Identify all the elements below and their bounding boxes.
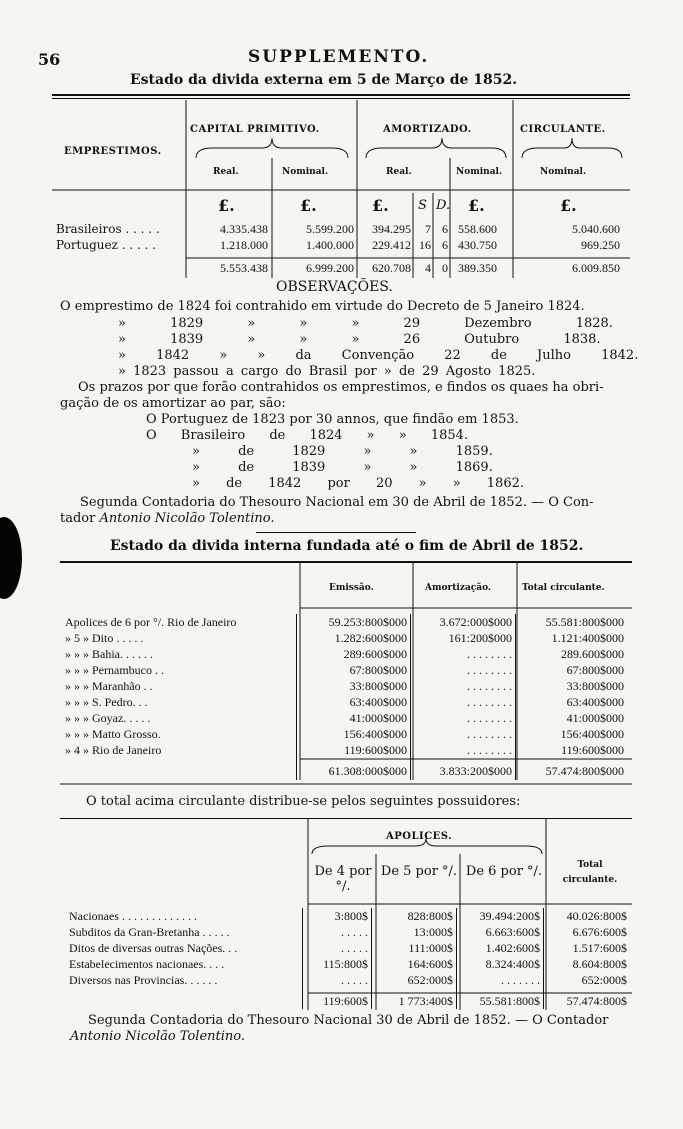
table-cell: » » » Maranhão . .: [62, 678, 297, 694]
table-cell: 1.402:600$: [457, 940, 544, 956]
table-cell: Estabelecimentos nacionaes. . . .: [66, 956, 303, 972]
table-cell: 55.581:800$000: [545, 614, 624, 629]
table-cell: 3.833:200$000: [411, 758, 516, 780]
table-cell: 33:800$000: [566, 678, 624, 693]
table-cell: 3:800$: [303, 908, 372, 924]
table-cell: . . . . . . .: [457, 972, 544, 988]
table-cell: » 5 » Dito . . . . .: [62, 630, 297, 646]
sub-real: Real.: [213, 167, 239, 177]
table-cell: 652:000$: [372, 972, 457, 988]
table-cell: 39.494:200$: [457, 908, 544, 924]
ext-cell: 229.412: [372, 238, 411, 252]
table-cell: 164:600$: [372, 956, 457, 972]
obs-line: » de 1842 por 20 » » 1862.: [192, 476, 525, 491]
table-cell: » 4 » Rio de Janeiro: [62, 742, 297, 758]
sub-real: Real.: [386, 167, 412, 177]
currency-symbol: £.: [468, 196, 485, 215]
col-apolices: APOLICES.: [386, 831, 453, 842]
table-cell: 6.663:600$: [457, 924, 544, 940]
obs-line: » 1823 passou a cargo do Brasil por » de 29 Agosto 1825.: [118, 364, 536, 379]
col-total-circ: Total circulante.: [562, 860, 618, 885]
table-cell: 67:800$000: [566, 662, 624, 677]
ext-cell: 1.400.000: [306, 238, 354, 252]
sub-nominal: Nominal.: [456, 167, 503, 177]
table-row: [66, 924, 630, 940]
table-row: [66, 956, 630, 972]
ext-cell: 4.335.438: [220, 222, 268, 236]
ext-total: 620.708: [372, 261, 411, 275]
ext-cell: 6: [442, 238, 448, 252]
totals-row: [66, 988, 630, 1009]
table-cell: 111:000$: [372, 940, 457, 956]
currency-symbol: £.: [560, 196, 577, 215]
obs-signature-prefix: tador: [60, 511, 100, 526]
sub-nominal: Nominal.: [540, 167, 587, 177]
ext-total: 389.350: [458, 261, 497, 275]
footer-signature: Segunda Contadoria do Thesouro Nacional 30 de Abril de 1852. — O Contador: [88, 1013, 609, 1028]
table-cell: 289.600$000: [561, 646, 624, 661]
currency-symbol: £.: [372, 196, 389, 215]
table-cell: 119:600$: [303, 988, 372, 1009]
obs-line: O Brasileiro de 1824 » » 1854.: [146, 428, 469, 443]
table-cell: . . . . .: [303, 940, 372, 956]
obs-line: » 1842 » » da Convenção 22 de Julho 1842.: [118, 348, 639, 363]
table-cell: Subditos da Gran-Bretanha . . . . .: [66, 924, 303, 940]
table-row: [66, 972, 630, 988]
table-cell: 161:200$000: [411, 630, 516, 646]
page-number: 56: [38, 50, 61, 69]
table-cell: . . . . . . . .: [411, 662, 516, 678]
obs-line: » 1839 » » » 26 Outubro 1838.: [118, 332, 601, 347]
internal-debt-title: Estado da divida interna fundada até o fim de Abril de 1852.: [110, 538, 584, 554]
ext-row-label: Brasileiros . . . . .: [56, 222, 160, 236]
distribution-table: [66, 908, 630, 1009]
table-cell: » » » Matto Grosso.: [62, 726, 297, 742]
footer-signature-name: Antonio Nicolão Tolentino.: [70, 1029, 246, 1044]
table-cell: 3.672:000$000: [411, 614, 516, 630]
table-cell: 61.308:000$000: [297, 758, 411, 780]
col-amortizacao: Amortização.: [425, 583, 492, 593]
table-cell: 289:600$000: [297, 646, 411, 662]
table-cell: 40.026:800$: [566, 908, 627, 923]
table-cell: 119:600$000: [297, 742, 411, 758]
table-cell: . . . . . . . .: [411, 678, 516, 694]
ext-cell: 16: [419, 238, 431, 252]
sub-d: D.: [436, 198, 451, 213]
table-cell: 6.676:600$: [572, 924, 627, 939]
col-circ: CIRCULANTE.: [520, 124, 606, 135]
currency-symbol: £.: [218, 196, 235, 215]
currency-symbol: £.: [300, 196, 317, 215]
table-cell: 33:800$000: [297, 678, 411, 694]
spacer-cell: [66, 988, 303, 1009]
obs-signature: Segunda Contadoria do Thesouro Nacional em 30 de Abril de 1852. — O Con-: [80, 495, 594, 510]
table-cell: 59.253:800$000: [297, 614, 411, 630]
table-cell: . . . . . . . .: [411, 742, 516, 758]
obs-line: » 1829 » » » 29 Dezembro 1828.: [118, 316, 613, 331]
obs-line: O Portuguez de 1823 por 30 annos, que findão em 1853.: [146, 412, 519, 427]
table-cell: 8.324:400$: [457, 956, 544, 972]
table-cell: 119:600$000: [561, 742, 624, 757]
col-emissao: Emissão.: [329, 583, 374, 593]
ext-cell: 430.750: [458, 238, 497, 252]
table-cell: Apolices de 6 por °/. Rio de Janeiro: [62, 614, 297, 630]
table-cell: 828:800$: [372, 908, 457, 924]
table-cell: Nacionaes . . . . . . . . . . . . .: [66, 908, 303, 924]
col-loans: EMPRESTIMOS.: [64, 146, 162, 157]
obs-line: » de 1829 » » 1859.: [192, 444, 493, 459]
ext-total: 5.553.438: [220, 261, 268, 275]
ext-cell: 394.295: [372, 222, 411, 236]
table-cell: » » » Goyaz. . . . .: [62, 710, 297, 726]
col-6pct: De 6 por °/.: [465, 864, 543, 879]
table-cell: 63:400$000: [566, 694, 624, 709]
table-cell: 55.581:800$: [457, 988, 544, 1009]
table-cell: 41:000$000: [566, 710, 624, 725]
ext-total: 4: [425, 261, 431, 275]
table-cell: » » » Pernambuco . .: [62, 662, 297, 678]
table-cell: . . . . . . . .: [411, 726, 516, 742]
obs-line: gação de os amortizar ao par, são:: [60, 396, 286, 411]
table-cell: Diversos nas Provincias. . . . . .: [66, 972, 303, 988]
table-cell: 8.604:800$: [572, 956, 627, 971]
ext-row-label: Portuguez . . . . .: [56, 238, 157, 252]
table-cell: 13:000$: [372, 924, 457, 940]
obs-signature-name: Antonio Nicolão Tolentino.: [99, 511, 275, 526]
table-cell: . . . . .: [303, 924, 372, 940]
table-cell: 1.282:600$000: [297, 630, 411, 646]
table-cell: . . . . . . . .: [411, 694, 516, 710]
table-cell: 1.121:400$000: [551, 630, 624, 645]
table-row: [66, 908, 630, 924]
table-cell: 156:400$000: [560, 726, 624, 741]
ext-total: 6.999.200: [306, 261, 354, 275]
table-cell: 156:400$000: [297, 726, 411, 742]
ext-cell: 5.040.600: [572, 222, 620, 236]
ext-cell: 969.250: [581, 238, 620, 252]
table-cell: 57.474:800$: [566, 993, 627, 1008]
table-cell: » » » S. Pedro. . .: [62, 694, 297, 710]
table-cell: 57.474:800$000: [545, 763, 624, 778]
sub-s: S: [418, 198, 427, 213]
table-cell: 67:800$000: [297, 662, 411, 678]
table-cell: 63:400$000: [297, 694, 411, 710]
ext-cell: 6: [442, 222, 448, 236]
distribution-intro: O total acima circulante distribue-se pelos seguintes possuidores:: [86, 794, 521, 809]
ext-cell: 1.218.000: [220, 238, 268, 252]
external-debt-title: Estado da divida externa em 5 de Março de 1852.: [130, 72, 518, 88]
table-cell: » » » Bahia. . . . . .: [62, 646, 297, 662]
sub-nominal: Nominal.: [282, 167, 329, 177]
table-cell: . . . . . . . .: [411, 646, 516, 662]
obs-line: Os prazos por que forão contrahidos os emprestimos, e findos os quaes ha obri-: [78, 380, 604, 395]
ext-total: 6.009.850: [572, 261, 620, 275]
table-cell: . . . . .: [303, 972, 372, 988]
table-cell: . . . . . . . .: [411, 710, 516, 726]
col-capital: CAPITAL PRIMITIVO.: [190, 124, 320, 135]
ext-cell: 558.600: [458, 222, 497, 236]
col-total-circulante: Total circulante.: [522, 583, 605, 593]
table-cell: 652:000$: [581, 972, 627, 987]
table-cell: 1 773:400$: [372, 988, 457, 1009]
col-4pct: De 4 por °/.: [314, 864, 372, 894]
table-cell: 115:800$: [303, 956, 372, 972]
table-row: [66, 940, 630, 956]
page-title: SUPPLEMENTO.: [248, 47, 430, 67]
col-amort: AMORTIZADO.: [383, 124, 472, 135]
obs-line: » de 1839 » » 1869.: [192, 460, 493, 475]
observations-title: OBSERVAÇÕES.: [276, 279, 393, 295]
obs-line: O emprestimo de 1824 foi contrahido em virtude do Decreto de 5 Janeiro 1824.: [60, 299, 585, 314]
ext-cell: 7: [425, 222, 431, 236]
table-cell: Ditos de diversas outras Nações. . .: [66, 940, 303, 956]
table-cell: 41:000$000: [297, 710, 411, 726]
col-5pct: De 5 por °/.: [380, 864, 458, 879]
ext-total: 0: [442, 261, 448, 275]
ext-cell: 5.599.200: [306, 222, 354, 236]
table-cell: 1.517:600$: [572, 940, 627, 955]
